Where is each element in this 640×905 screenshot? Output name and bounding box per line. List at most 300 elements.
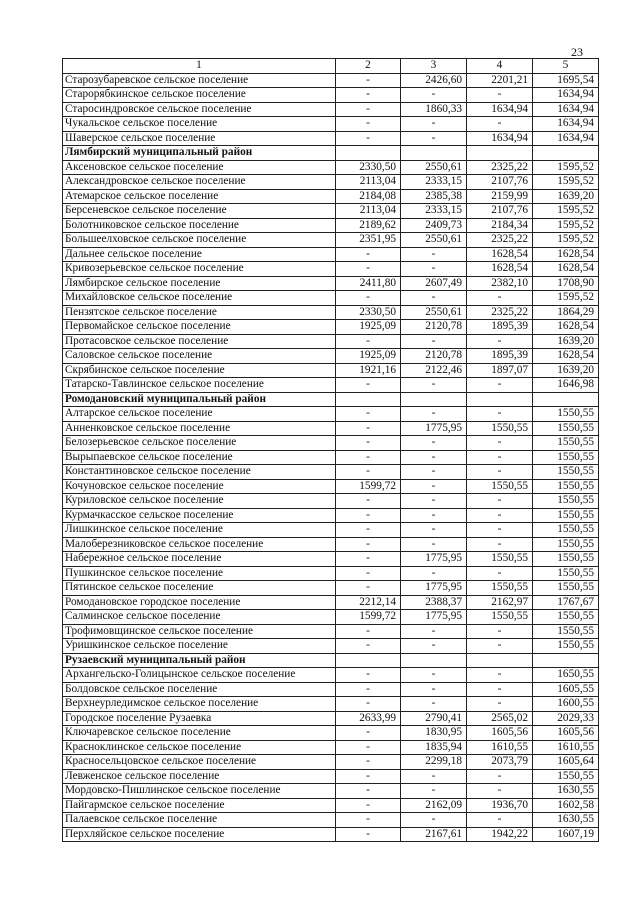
settlement-name: Пушкинское сельское поселение <box>63 566 336 581</box>
value-cell: 1936,70 <box>467 798 533 813</box>
settlement-name: Набережное сельское поселение <box>63 552 336 567</box>
value-cell: 2113,04 <box>336 204 401 219</box>
value-cell: - <box>401 566 467 581</box>
settlement-name: Верхнеурледимское сельское поселение <box>63 697 336 712</box>
value-cell: 2550,61 <box>401 305 467 320</box>
table-row <box>63 581 599 596</box>
table-row <box>63 131 599 146</box>
settlement-name: Старосиндровское сельское поселение <box>63 102 336 117</box>
value-cell: 1605,56 <box>467 726 533 741</box>
value-cell: - <box>467 523 533 538</box>
value-cell: 1600,55 <box>533 697 599 712</box>
value-cell: - <box>336 755 401 770</box>
value-cell: 1860,33 <box>401 102 467 117</box>
value-cell: 1550,55 <box>533 407 599 422</box>
value-cell <box>401 653 467 668</box>
table-row <box>63 624 599 639</box>
table-row <box>63 247 599 262</box>
value-cell: 1550,55 <box>533 581 599 596</box>
value-cell: - <box>467 494 533 509</box>
settlement-name: Лишкинское сельское поселение <box>63 523 336 538</box>
value-cell: 1550,55 <box>533 552 599 567</box>
table-row <box>63 639 599 654</box>
value-cell: 1550,55 <box>533 450 599 465</box>
value-cell: - <box>401 668 467 683</box>
value-cell: - <box>336 334 401 349</box>
value-cell: - <box>401 523 467 538</box>
table-row <box>63 189 599 204</box>
value-cell: 2212,14 <box>336 595 401 610</box>
table-row <box>63 320 599 335</box>
value-cell: - <box>336 566 401 581</box>
value-cell: - <box>401 639 467 654</box>
value-cell: 1605,56 <box>533 726 599 741</box>
value-cell: 2122,46 <box>401 363 467 378</box>
value-cell <box>533 146 599 161</box>
table-row <box>63 378 599 393</box>
value-cell: 1605,55 <box>533 682 599 697</box>
column-header: 4 <box>467 59 533 74</box>
value-cell: 1628,54 <box>533 320 599 335</box>
settlement-name: Алтарское сельское поселение <box>63 407 336 422</box>
table-row <box>63 204 599 219</box>
value-cell: 1605,64 <box>533 755 599 770</box>
value-cell: - <box>336 581 401 596</box>
value-cell: 1550,55 <box>533 508 599 523</box>
value-cell: 2113,04 <box>336 175 401 190</box>
table-row <box>63 755 599 770</box>
value-cell <box>336 146 401 161</box>
value-cell: 2351,95 <box>336 233 401 248</box>
column-header: 1 <box>63 59 336 74</box>
settlement-name: Салминское сельское поселение <box>63 610 336 625</box>
value-cell: 2325,22 <box>467 233 533 248</box>
table-row <box>63 552 599 567</box>
settlement-name: Лямбирское сельское поселение <box>63 276 336 291</box>
value-cell: - <box>467 624 533 639</box>
value-cell: 1595,52 <box>533 175 599 190</box>
value-cell: 1599,72 <box>336 479 401 494</box>
table-row <box>63 117 599 132</box>
value-cell: 1942,22 <box>467 827 533 842</box>
value-cell: - <box>401 479 467 494</box>
value-cell: 1775,95 <box>401 610 467 625</box>
column-header: 3 <box>401 59 467 74</box>
value-cell: - <box>467 668 533 683</box>
value-cell: - <box>336 537 401 552</box>
value-cell: 1630,55 <box>533 813 599 828</box>
table-row <box>63 465 599 480</box>
value-cell: 1921,16 <box>336 363 401 378</box>
value-cell: 2184,08 <box>336 189 401 204</box>
settlement-name: Старозубаревское сельское поселение <box>63 73 336 88</box>
value-cell: 2330,50 <box>336 305 401 320</box>
column-header: 5 <box>533 59 599 74</box>
value-cell: 1628,54 <box>533 247 599 262</box>
settlement-name: Уришкинское сельское поселение <box>63 639 336 654</box>
district-name: Лямбирский муниципальный район <box>63 146 336 161</box>
value-cell <box>401 146 467 161</box>
value-cell: - <box>467 465 533 480</box>
settlement-name: Протасовское сельское поселение <box>63 334 336 349</box>
settlement-name: Архангельско-Голицынское сельское поселение <box>63 668 336 683</box>
settlement-name: Малоберезниковское сельское поселение <box>63 537 336 552</box>
table-row <box>63 436 599 451</box>
value-cell: 1595,52 <box>533 291 599 306</box>
value-cell: - <box>401 494 467 509</box>
value-cell: - <box>336 523 401 538</box>
value-cell: - <box>336 407 401 422</box>
table-row <box>63 407 599 422</box>
table-row <box>63 233 599 248</box>
table-header-row <box>63 59 599 74</box>
value-cell: 2330,50 <box>336 160 401 175</box>
table-row <box>63 595 599 610</box>
value-cell <box>467 653 533 668</box>
value-cell: - <box>401 465 467 480</box>
table-row <box>63 813 599 828</box>
settlement-name: Пензятское сельское поселение <box>63 305 336 320</box>
value-cell <box>467 146 533 161</box>
settlement-name: Старорябкинское сельское поселение <box>63 88 336 103</box>
table-row <box>63 784 599 799</box>
table-row <box>63 102 599 117</box>
tariff-table <box>62 58 599 842</box>
value-cell: 1550,55 <box>467 581 533 596</box>
value-cell: 1602,58 <box>533 798 599 813</box>
value-cell: - <box>467 334 533 349</box>
value-cell: 1895,39 <box>467 320 533 335</box>
value-cell: 2385,38 <box>401 189 467 204</box>
table-row <box>63 276 599 291</box>
district-name: Ромодановский муниципальный район <box>63 392 336 407</box>
value-cell: - <box>336 508 401 523</box>
value-cell: 1708,90 <box>533 276 599 291</box>
table-row <box>63 711 599 726</box>
value-cell: 2633,99 <box>336 711 401 726</box>
value-cell: - <box>336 421 401 436</box>
value-cell: 2550,61 <box>401 160 467 175</box>
value-cell: - <box>467 508 533 523</box>
value-cell: 1767,67 <box>533 595 599 610</box>
table-row <box>63 479 599 494</box>
value-cell: - <box>336 378 401 393</box>
settlement-name: Первомайское сельское поселение <box>63 320 336 335</box>
value-cell: - <box>336 639 401 654</box>
table-row <box>63 827 599 842</box>
value-cell <box>336 653 401 668</box>
value-cell: 2565,02 <box>467 711 533 726</box>
value-cell: 1634,94 <box>533 102 599 117</box>
settlement-name: Ключаревское сельское поселение <box>63 726 336 741</box>
value-cell: - <box>401 262 467 277</box>
value-cell: 1630,55 <box>533 784 599 799</box>
value-cell: 1550,55 <box>467 421 533 436</box>
value-cell: - <box>336 247 401 262</box>
settlement-name: Кочуновское сельское поселение <box>63 479 336 494</box>
settlement-name: Александровское сельское поселение <box>63 175 336 190</box>
value-cell: 1550,55 <box>467 479 533 494</box>
value-cell: - <box>401 769 467 784</box>
value-cell: - <box>467 117 533 132</box>
value-cell: 1835,94 <box>401 740 467 755</box>
value-cell <box>336 392 401 407</box>
table-row <box>63 262 599 277</box>
settlement-name: Ромодановское городское поселение <box>63 595 336 610</box>
value-cell: - <box>467 697 533 712</box>
value-cell: 2167,61 <box>401 827 467 842</box>
value-cell: 1595,52 <box>533 218 599 233</box>
value-cell: 1634,94 <box>533 131 599 146</box>
value-cell: - <box>401 88 467 103</box>
value-cell: - <box>336 73 401 88</box>
value-cell <box>533 653 599 668</box>
settlement-name: Кривозерьевское сельское поселение <box>63 262 336 277</box>
value-cell: - <box>467 784 533 799</box>
district-name: Рузаевский муниципальный район <box>63 653 336 668</box>
value-cell: 2325,22 <box>467 160 533 175</box>
value-cell: 1775,95 <box>401 581 467 596</box>
settlement-name: Саловское сельское поселение <box>63 349 336 364</box>
value-cell: - <box>336 624 401 639</box>
value-cell: - <box>336 450 401 465</box>
value-cell: 1595,52 <box>533 204 599 219</box>
settlement-name: Городское поселение Рузаевка <box>63 711 336 726</box>
value-cell: 1550,55 <box>533 624 599 639</box>
value-cell <box>533 392 599 407</box>
settlement-name: Белозерьевское сельское поселение <box>63 436 336 451</box>
value-cell: - <box>467 639 533 654</box>
table-row <box>63 175 599 190</box>
value-cell: - <box>336 552 401 567</box>
table-row <box>63 610 599 625</box>
value-cell: - <box>467 378 533 393</box>
value-cell: 2162,97 <box>467 595 533 610</box>
value-cell: 1634,94 <box>533 117 599 132</box>
settlement-name: Михайловское сельское поселение <box>63 291 336 306</box>
value-cell: 1550,55 <box>533 479 599 494</box>
value-cell: 1634,94 <box>467 102 533 117</box>
settlement-name: Красносельцовское сельское поселение <box>63 755 336 770</box>
value-cell: - <box>336 668 401 683</box>
table-row <box>63 566 599 581</box>
value-cell: 1897,07 <box>467 363 533 378</box>
section-header-row <box>63 653 599 668</box>
settlement-name: Перхляйское сельское поселение <box>63 827 336 842</box>
value-cell: 2299,18 <box>401 755 467 770</box>
value-cell: 2189,62 <box>336 218 401 233</box>
value-cell: 1599,72 <box>336 610 401 625</box>
value-cell: - <box>401 436 467 451</box>
value-cell: 1628,54 <box>533 349 599 364</box>
settlement-name: Палаевское сельское поселение <box>63 813 336 828</box>
value-cell: - <box>401 813 467 828</box>
value-cell: - <box>467 407 533 422</box>
value-cell: - <box>401 291 467 306</box>
value-cell: - <box>336 813 401 828</box>
value-cell: - <box>467 813 533 828</box>
value-cell: 1550,55 <box>533 639 599 654</box>
settlement-name: Дальнее сельское поселение <box>63 247 336 262</box>
value-cell: - <box>336 117 401 132</box>
value-cell: 1550,55 <box>533 610 599 625</box>
table-row <box>63 88 599 103</box>
value-cell: 2107,76 <box>467 204 533 219</box>
table-row <box>63 305 599 320</box>
value-cell: 1610,55 <box>533 740 599 755</box>
table-row <box>63 349 599 364</box>
table-row <box>63 160 599 175</box>
value-cell: 2388,37 <box>401 595 467 610</box>
settlement-name: Трофимовщинское сельское поселение <box>63 624 336 639</box>
column-header: 2 <box>336 59 401 74</box>
settlement-name: Пайгармское сельское поселение <box>63 798 336 813</box>
table-row <box>63 421 599 436</box>
settlement-name: Константиновское сельское поселение <box>63 465 336 480</box>
value-cell: 2426,60 <box>401 73 467 88</box>
value-cell: - <box>336 784 401 799</box>
value-cell: - <box>401 247 467 262</box>
value-cell: - <box>401 407 467 422</box>
settlement-name: Анненковское сельское поселение <box>63 421 336 436</box>
table-row <box>63 697 599 712</box>
value-cell: 2382,10 <box>467 276 533 291</box>
value-cell: - <box>336 697 401 712</box>
settlement-name: Болдовское сельское поселение <box>63 682 336 697</box>
value-cell: 1628,54 <box>533 262 599 277</box>
value-cell: - <box>401 378 467 393</box>
value-cell: - <box>336 291 401 306</box>
value-cell: 2333,15 <box>401 175 467 190</box>
value-cell: - <box>336 465 401 480</box>
settlement-name: Большеелховское сельское поселение <box>63 233 336 248</box>
value-cell: - <box>401 450 467 465</box>
value-cell: 1595,52 <box>533 160 599 175</box>
value-cell: 1695,54 <box>533 73 599 88</box>
value-cell: 1646,98 <box>533 378 599 393</box>
table-row <box>63 494 599 509</box>
value-cell: - <box>467 537 533 552</box>
table-row <box>63 682 599 697</box>
value-cell: - <box>401 624 467 639</box>
value-cell: - <box>336 682 401 697</box>
table-row <box>63 218 599 233</box>
settlement-name: Пятинское сельское поселение <box>63 581 336 596</box>
value-cell: 1550,55 <box>533 494 599 509</box>
settlement-name: Скрябинское сельское поселение <box>63 363 336 378</box>
value-cell: 1550,55 <box>533 465 599 480</box>
value-cell: - <box>336 494 401 509</box>
table-row <box>63 334 599 349</box>
value-cell: 2029,33 <box>533 711 599 726</box>
value-cell: - <box>467 450 533 465</box>
value-cell <box>401 392 467 407</box>
value-cell: 1550,55 <box>467 610 533 625</box>
value-cell: 1550,55 <box>533 566 599 581</box>
value-cell: 2107,76 <box>467 175 533 190</box>
table-row <box>63 668 599 683</box>
value-cell: 1830,95 <box>401 726 467 741</box>
value-cell: 1925,09 <box>336 320 401 335</box>
page-number: 23 <box>571 45 583 59</box>
value-cell: - <box>401 508 467 523</box>
value-cell: - <box>401 697 467 712</box>
value-cell: 2550,61 <box>401 233 467 248</box>
value-cell: 1610,55 <box>467 740 533 755</box>
settlement-name: Атемарское сельское поселение <box>63 189 336 204</box>
value-cell: 1628,54 <box>467 247 533 262</box>
table-row <box>63 769 599 784</box>
value-cell: 2333,15 <box>401 204 467 219</box>
value-cell: 1607,19 <box>533 827 599 842</box>
table-row <box>63 363 599 378</box>
value-cell: - <box>401 117 467 132</box>
settlement-name: Берсеневское сельское поселение <box>63 204 336 219</box>
value-cell: - <box>467 88 533 103</box>
value-cell: 1775,95 <box>401 421 467 436</box>
value-cell: - <box>467 291 533 306</box>
value-cell: 1650,55 <box>533 668 599 683</box>
value-cell: - <box>336 726 401 741</box>
value-cell: 1634,94 <box>533 88 599 103</box>
value-cell: 2790,41 <box>401 711 467 726</box>
settlement-name: Вырыпаевское сельское поселение <box>63 450 336 465</box>
value-cell: 1550,55 <box>533 436 599 451</box>
settlement-name: Чукальское сельское поселение <box>63 117 336 132</box>
table-row <box>63 291 599 306</box>
settlement-name: Татарско-Тавлинское сельское поселение <box>63 378 336 393</box>
value-cell: 1550,55 <box>467 552 533 567</box>
value-cell: - <box>336 740 401 755</box>
value-cell: 2201,21 <box>467 73 533 88</box>
value-cell: - <box>336 102 401 117</box>
value-cell: 2162,09 <box>401 798 467 813</box>
value-cell: - <box>336 262 401 277</box>
value-cell: 1550,55 <box>533 537 599 552</box>
value-cell: 1550,55 <box>533 523 599 538</box>
value-cell: - <box>401 334 467 349</box>
value-cell: 2409,73 <box>401 218 467 233</box>
settlement-name: Красноклинское сельское поселение <box>63 740 336 755</box>
value-cell: - <box>467 682 533 697</box>
value-cell: 2184,34 <box>467 218 533 233</box>
value-cell: - <box>401 537 467 552</box>
settlement-name: Куриловское сельское поселение <box>63 494 336 509</box>
settlement-name: Болотниковское сельское поселение <box>63 218 336 233</box>
value-cell: 2411,80 <box>336 276 401 291</box>
value-cell: 1634,94 <box>467 131 533 146</box>
settlement-name: Шаверское сельское поселение <box>63 131 336 146</box>
section-header-row <box>63 146 599 161</box>
value-cell: 1550,55 <box>533 421 599 436</box>
table-row <box>63 73 599 88</box>
value-cell: 1925,09 <box>336 349 401 364</box>
value-cell: - <box>467 769 533 784</box>
value-cell <box>467 392 533 407</box>
value-cell: 1550,55 <box>533 769 599 784</box>
table-row <box>63 537 599 552</box>
value-cell: 2073,79 <box>467 755 533 770</box>
value-cell: 2159,99 <box>467 189 533 204</box>
value-cell: - <box>336 798 401 813</box>
value-cell: 1639,20 <box>533 189 599 204</box>
value-cell: 2607,49 <box>401 276 467 291</box>
table-row <box>63 450 599 465</box>
table-row <box>63 740 599 755</box>
value-cell: - <box>401 682 467 697</box>
value-cell: - <box>401 784 467 799</box>
value-cell: - <box>401 131 467 146</box>
